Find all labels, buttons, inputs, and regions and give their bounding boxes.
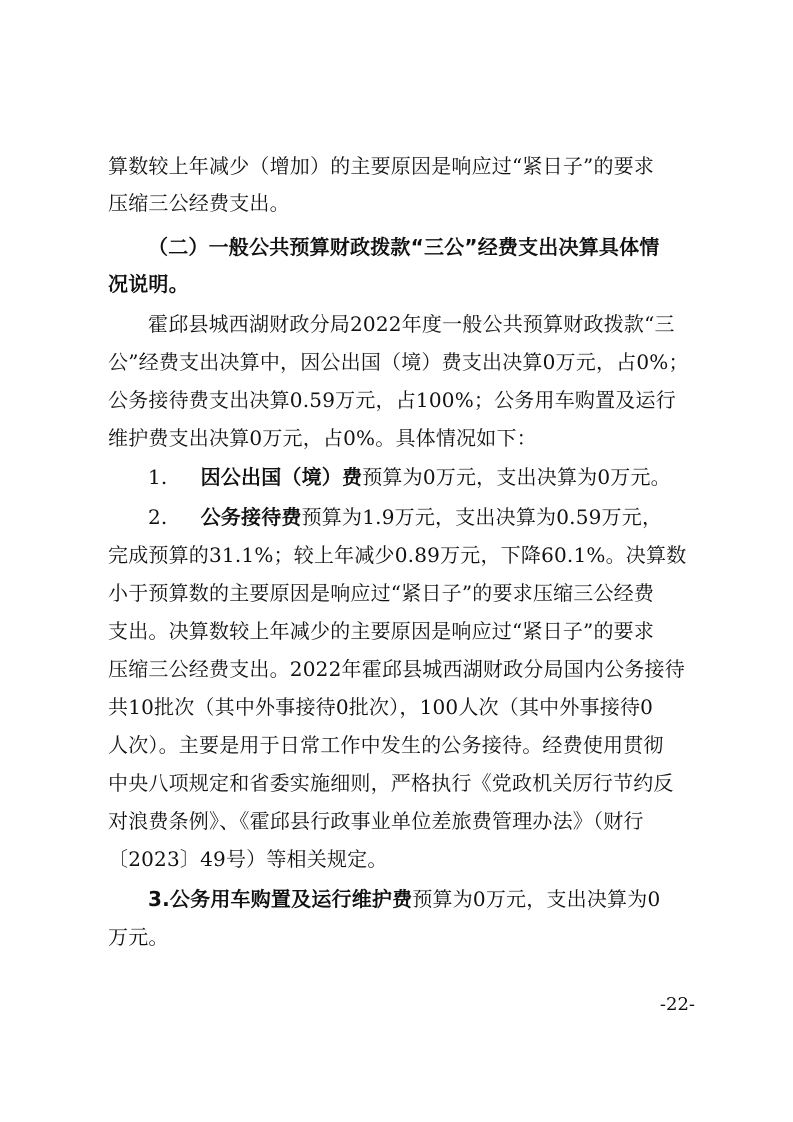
item-text: 预算为1.9万元，支出决算为0.59万元， [301,505,663,529]
list-item-1 [148,463,698,491]
text-line: 万元。 [108,925,169,949]
item-text: 预算为0万元，支出决算为0 [412,887,661,911]
text-line: 中央八项规定和省委实施细则，严格执行《党政机关厉行节约反 [108,771,674,795]
text-line: 算数较上年减少（增加）的主要原因是响应过“紧日子”的要求 [108,154,655,178]
text-line: 完成预算的31.1%；较上年减少0.89万元，下降60.1%。决算数 [108,543,687,567]
item-title: 公务接待费 [200,505,302,529]
text-line: 共10批次（其中外事接待0批次），100人次（其中外事接待0 [108,695,654,719]
list-item-2 [148,503,698,531]
item-text: 预算为0万元，支出决算为0万元。 [362,465,671,489]
text-line: 人次）。主要是用于日常工作中发生的公务接待。经费使用贯彻 [108,733,664,757]
text-line: 〔2023〕49号）等相关规定。 [108,847,388,871]
list-item-3 [148,885,698,913]
text-line: 小于预算数的主要原因是响应过“紧日子”的要求压缩三公经费 [108,581,655,605]
section-heading-cont: 况说明。 [108,272,189,296]
text-line: 霍邱县城西湖财政分局2022年度一般公共预算财政拨款“三 [148,312,675,336]
text-line: 对浪费条例》、《霍邱县行政事业单位差旅费管理办法》（财行 [108,809,644,833]
text-line: 公”经费支出决算中，因公出国（境）费支出决算0万元，占0%； [108,350,689,374]
item-title: 因公出国（境）费 [200,465,363,489]
text-line: 压缩三公经费支出。2022年霍邱县城西湖财政分局国内公务接待 [108,657,685,681]
section-heading: （二）一般公共预算财政拨款“三公”经费支出决算具体情 [148,235,660,259]
text-line: 公务接待费支出决算0.59万元，占100%；公务用车购置及运行 [108,388,676,412]
page-number: -22- [659,994,695,1015]
text-line: 支出。决算数较上年减少的主要原因是响应过“紧日子”的要求 [108,619,655,643]
item-number: 2. [148,505,168,529]
item-title: 3.公务用车购置及运行维护费 [148,887,413,911]
text-line: 维护费支出决算0万元，占0%。具体情况如下： [108,426,537,450]
text-line: 压缩三公经费支出。 [108,191,290,215]
item-number: 1. [148,465,168,489]
